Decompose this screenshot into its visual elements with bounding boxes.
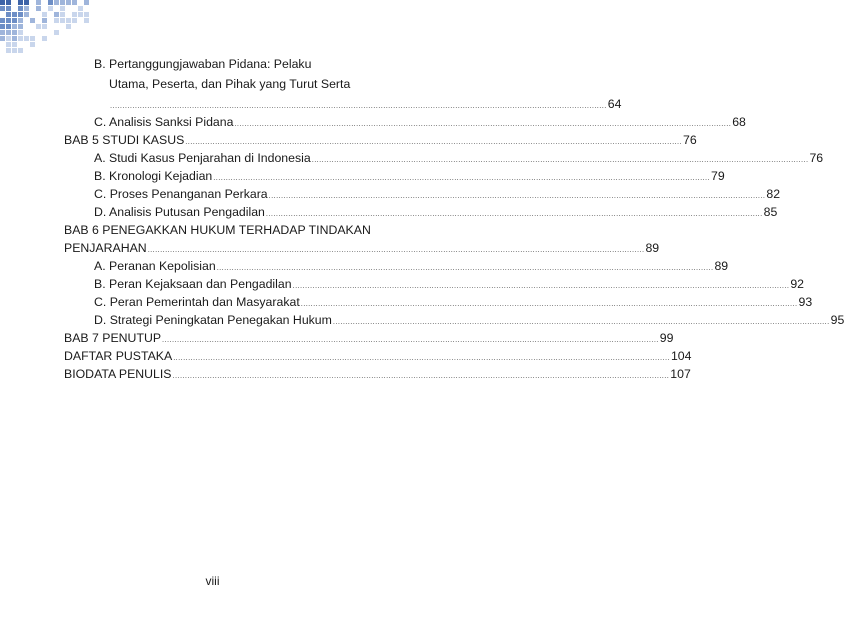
entry-label: C. Peran Pemerintah dan Masyarakat <box>94 295 300 309</box>
toc-entry-bab5-a[interactable] <box>94 150 824 168</box>
leader-dots: ........................................................................................................................................................................................................ <box>265 209 763 218</box>
leader-dots: ........................................................................................................................................................................................................ <box>185 137 683 146</box>
leader-dots: ........................................................................................................................................................................................................ <box>300 299 798 308</box>
entry-label: A. Studi Kasus Penjarahan di Indonesia <box>94 151 311 165</box>
toc-entry-bab6-d[interactable] <box>94 312 844 330</box>
page-number: 64 <box>607 97 622 111</box>
leader-dots: ........................................................................................................................................................................................................ <box>172 371 670 380</box>
leader-dots: ........................................................................................................................................................................................................ <box>162 335 659 344</box>
entry-label: BAB 7 PENUTUP <box>64 331 162 345</box>
page-number: 68 <box>732 115 746 129</box>
entry-label: C. Analisis Sanksi Pidana <box>94 115 234 129</box>
entry-label: PENJARAHAN <box>64 241 147 255</box>
entry-label: DAFTAR PUSTAKA <box>64 349 173 363</box>
entry-label: B. Kronologi Kejadian <box>94 169 213 183</box>
leader-dots: ........................................................................................................................................................................................................ <box>147 245 645 254</box>
page-number: 89 <box>645 241 660 255</box>
toc-entry-bab6-b[interactable] <box>94 276 805 294</box>
toc-entry-analisis-sanksi[interactable] <box>94 114 746 132</box>
leader-dots: ........................................................................................................................................................................................................ <box>234 119 732 128</box>
toc-entry-bab5-d[interactable] <box>94 204 778 222</box>
leader-dots: ........................................................................................................................................................................................................ <box>213 173 711 182</box>
toc-entry-bab6-a[interactable] <box>94 258 729 276</box>
toc-entry-bab5[interactable] <box>64 132 697 150</box>
page-number: 92 <box>790 277 805 291</box>
page-number: 82 <box>766 187 781 201</box>
page-number: 99 <box>659 331 674 345</box>
entry-label: B. Peran Kejaksaan dan Pengadilan <box>94 277 292 291</box>
leader-dots: ........................................................................................................................................................................................................ <box>173 353 670 362</box>
leader-dots: ........................................................................................................................................................................................................ <box>311 155 809 164</box>
toc-entry-daftar-pustaka[interactable] <box>64 348 692 366</box>
leader-dots: ........................................................................................................................................................................................................ <box>216 263 714 272</box>
leader-dots: ........................................................................................................................................................................................................ <box>268 191 766 200</box>
page-number: 79 <box>711 169 725 183</box>
entry-label: D. Analisis Putusan Pengadilan <box>94 205 265 219</box>
leader-dots: ........................................................................................................................................................................................................ <box>332 317 830 326</box>
page-number: 76 <box>683 133 697 147</box>
entry-label: D. Strategi Peningkatan Penegakan Hukum <box>94 313 332 327</box>
page-number: 107 <box>670 367 691 381</box>
toc-entry-b-line1: B. Pertanggungjawaban Pidana: Pelaku <box>94 57 312 71</box>
entry-label: BAB 5 STUDI KASUS <box>64 133 185 147</box>
toc-entry-bab6-line1: BAB 6 PENEGAKKAN HUKUM TERHADAP TINDAKAN <box>64 223 371 237</box>
page-number: 85 <box>763 205 778 219</box>
page-number: 95 <box>830 313 844 327</box>
entry-label: BIODATA PENULIS <box>64 367 172 381</box>
page-number: 104 <box>670 349 692 363</box>
toc-entry-bab5-c[interactable] <box>94 186 781 204</box>
entry-label: C. Proses Penanganan Perkara <box>94 187 268 201</box>
page-footer-number: viii <box>205 574 220 588</box>
leader-dots: ........................................................................................................................................................................................................ <box>110 101 607 110</box>
toc-entry-b-leader[interactable] <box>109 96 622 114</box>
page-number: 76 <box>809 151 824 165</box>
toc-entry-bab6-c[interactable] <box>94 294 813 312</box>
entry-label: A. Peranan Kepolisian <box>94 259 216 273</box>
toc-entry-bab7[interactable] <box>64 330 674 348</box>
toc-entry-bab5-b[interactable] <box>94 168 725 186</box>
page-number: 93 <box>798 295 813 309</box>
toc-entry-bab6[interactable] <box>64 240 660 258</box>
toc-entry-biodata-penulis[interactable] <box>64 366 691 384</box>
leader-dots: ........................................................................................................................................................................................................ <box>292 281 790 290</box>
toc-entry-b-line2: Utama, Peserta, dan Pihak yang Turut Serta <box>109 77 351 91</box>
page-number: 89 <box>714 259 729 273</box>
